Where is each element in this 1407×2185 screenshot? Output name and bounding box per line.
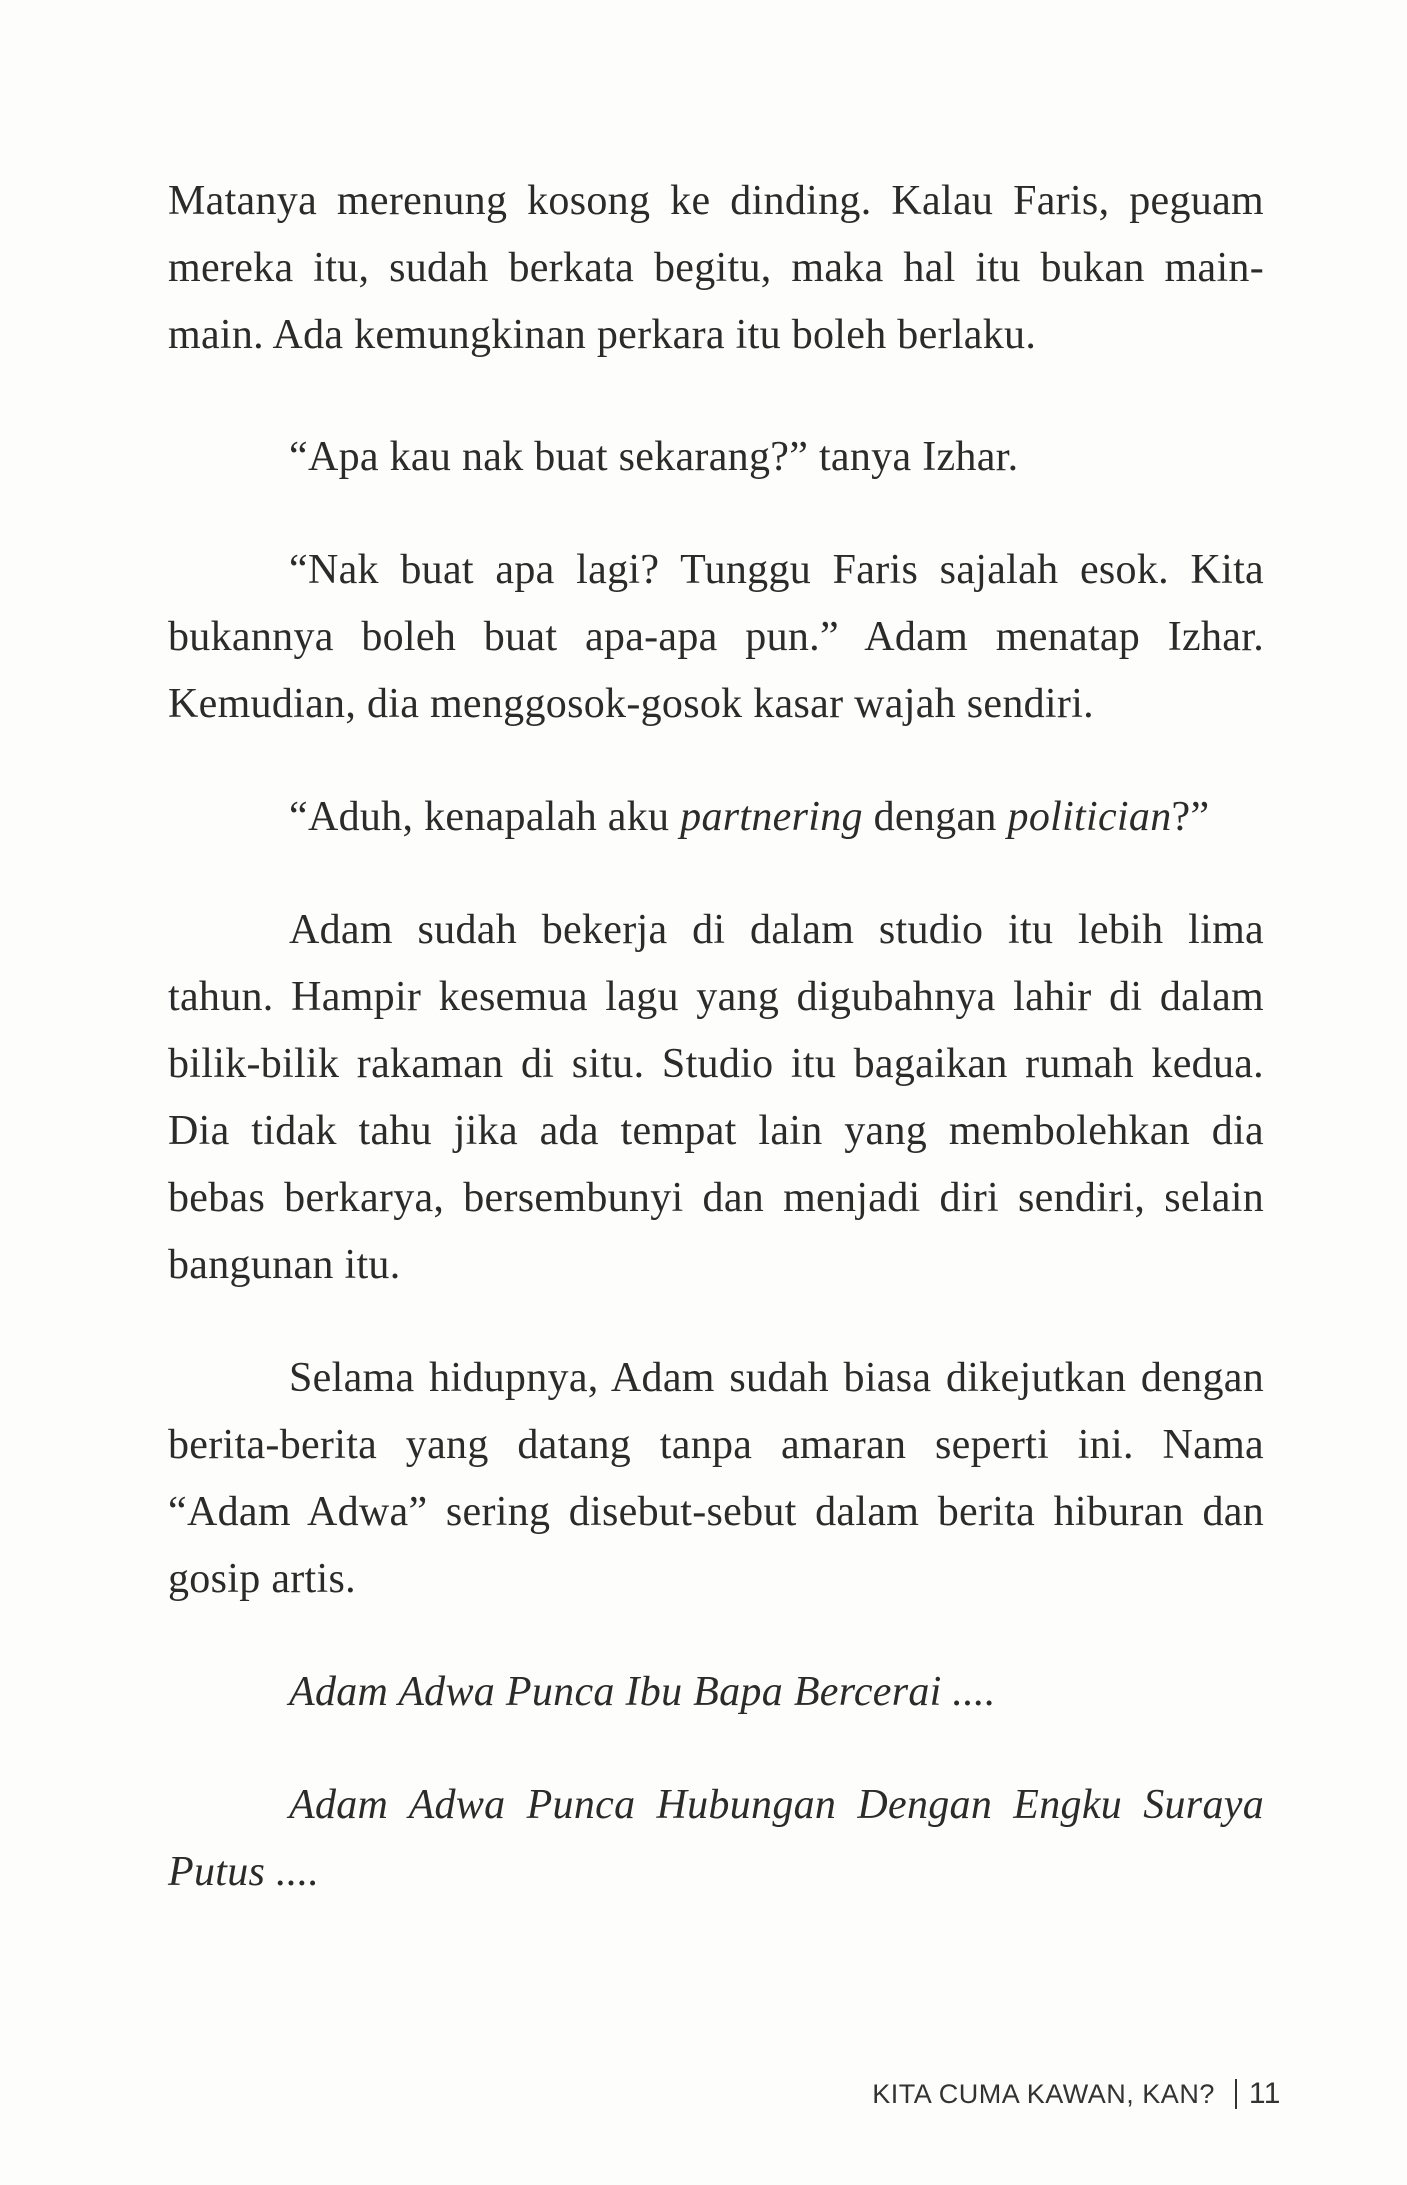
paragraph-4-italic-partnering: partnering bbox=[680, 794, 863, 840]
paragraph-3: “Nak buat apa lagi? Tunggu Faris sajalah esok. Kita bukannya boleh buat apa-apa pun.” Adam menatap Izhar. Kemudian, dia menggosok-gosok kasar wajah sendiri. bbox=[168, 547, 1264, 727]
paragraph-4-open: “Aduh, kenapalah aku bbox=[289, 794, 681, 840]
body-text bbox=[168, 168, 1264, 1906]
paragraph-1: Matanya merenung kosong ke dinding. Kalau Faris, peguam mereka itu, sudah berkata begitu, maka hal itu bukan main-main. Ada kemungkinan perkara itu boleh berlaku. bbox=[168, 178, 1264, 358]
paragraph-4-mid: dengan bbox=[862, 794, 1008, 840]
footer-divider bbox=[1235, 2079, 1237, 2109]
paragraph-5: Adam sudah bekerja di dalam studio itu lebih lima tahun. Hampir kesemua lagu yang digubahnya lahir di dalam bilik-bilik rakaman di situ. Studio itu bagaikan rumah kedua. Dia tidak tahu jika ada tempat lain yang membolehkan dia bebas berkarya, bersembunyi dan menjadi diri sendiri, selain bangunan itu. bbox=[168, 907, 1264, 1288]
paragraph-4-close: ?” bbox=[1171, 794, 1210, 840]
page-number: 11 bbox=[1248, 2077, 1281, 2110]
paragraph-6: Selama hidupnya, Adam sudah biasa dikejutkan dengan berita-berita yang datang tanpa amaran seperti ini. Nama “Adam Adwa” sering disebut-sebut dalam berita hiburan dan gosip artis. bbox=[168, 1355, 1264, 1602]
paragraph-4-italic-politician: politician bbox=[1007, 794, 1172, 840]
paragraph-2: “Apa kau nak buat sekarang?” tanya Izhar. bbox=[289, 434, 1019, 480]
headline-2: Adam Adwa Punca Hubungan Dengan Engku Suraya Putus .... bbox=[168, 1782, 1264, 1895]
running-title: KITA CUMA KAWAN, KAN? bbox=[872, 2078, 1215, 2109]
headline-1: Adam Adwa Punca Ibu Bapa Bercerai .... bbox=[289, 1669, 996, 1715]
paragraph-4 bbox=[168, 784, 1264, 851]
page-footer bbox=[872, 2077, 1281, 2111]
